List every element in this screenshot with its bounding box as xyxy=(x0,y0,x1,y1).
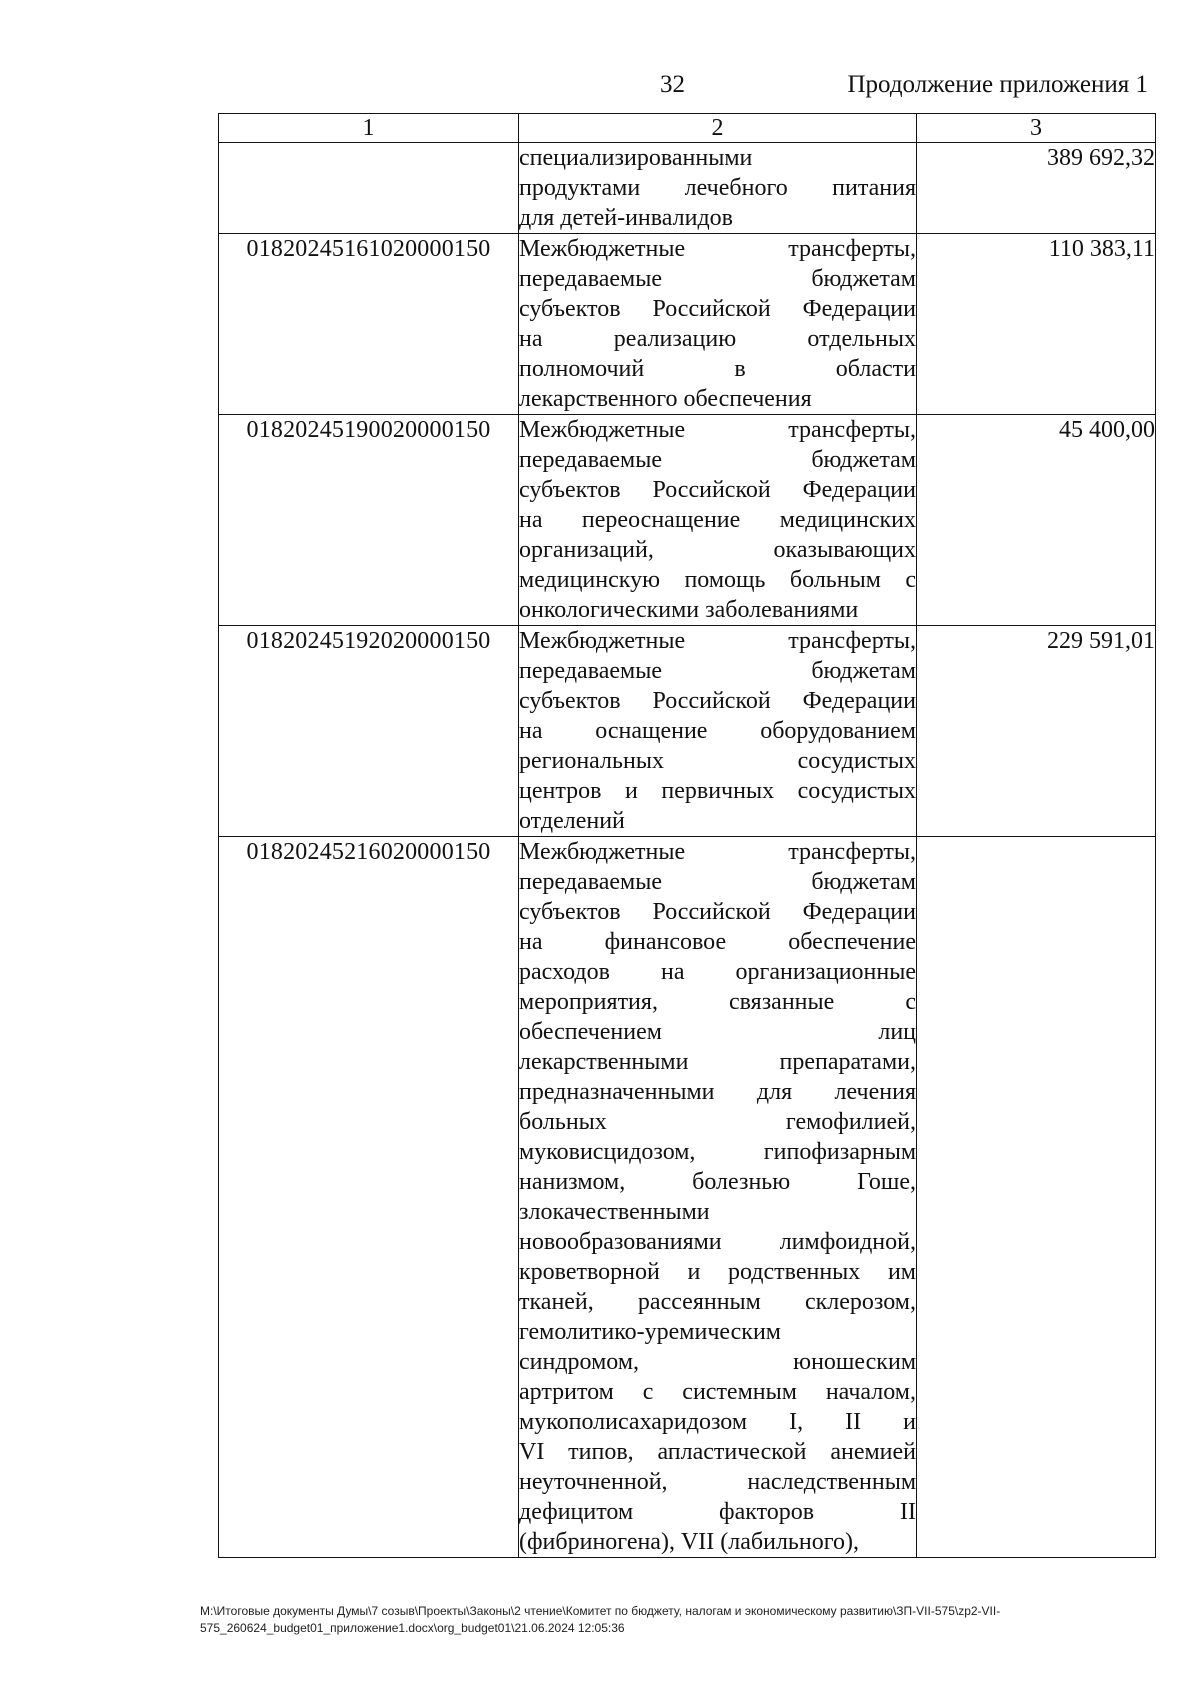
description-line: неуточненной, наследственным xyxy=(519,1469,916,1495)
row-code: 01820245190020000150 xyxy=(219,415,519,626)
row-description xyxy=(519,234,917,415)
description-line: отделений xyxy=(519,808,625,834)
row-description xyxy=(519,626,917,837)
table-row xyxy=(219,143,1156,234)
description-line: Межбюджетные трансферты, xyxy=(519,628,916,654)
description-line: муковисцидозом, гипофизарным xyxy=(519,1139,916,1165)
description-line: специализированными xyxy=(519,145,753,171)
row-amount: 110 383,11 xyxy=(917,234,1156,415)
row-code xyxy=(219,143,519,234)
description-line: VI типов, апластической анемией xyxy=(519,1439,916,1465)
column-header-3: 3 xyxy=(917,114,1156,143)
description-line: центров и первичных сосудистых xyxy=(519,778,916,804)
budget-table xyxy=(218,113,1156,1558)
description-line: субъектов Российской Федерации xyxy=(519,477,916,503)
row-description xyxy=(519,143,917,234)
description-line: онкологическими заболеваниями xyxy=(519,597,859,623)
table-body xyxy=(219,143,1156,1558)
row-code: 01820245161020000150 xyxy=(219,234,519,415)
description-line: лекарственного обеспечения xyxy=(519,386,812,412)
description-line: мукополисахаридозом I, II и xyxy=(519,1409,916,1435)
description-line: полномочий в области xyxy=(519,356,916,382)
description-line: на переоснащение медицинских xyxy=(519,507,916,533)
column-header-1: 1 xyxy=(219,114,519,143)
description-line: организаций, оказывающих xyxy=(519,537,916,563)
row-description xyxy=(519,415,917,626)
description-line: продуктами лечебного питания xyxy=(519,175,916,201)
description-line: синдромом, юношеским xyxy=(519,1349,916,1375)
page-number: 32 xyxy=(660,71,685,98)
description-line: на реализацию отдельных xyxy=(519,326,916,352)
description-line: новообразованиями лимфоидной, xyxy=(519,1229,916,1255)
description-line: субъектов Российской Федерации xyxy=(519,899,916,925)
table-row xyxy=(219,626,1156,837)
description-line: Межбюджетные трансферты, xyxy=(519,839,916,865)
description-line: (фибриногена), VII (лабильного), xyxy=(519,1529,859,1555)
description-line: на оснащение оборудованием xyxy=(519,718,916,744)
table-header-row xyxy=(219,114,1156,143)
description-line: медицинскую помощь больным с xyxy=(519,567,916,593)
table-row xyxy=(219,415,1156,626)
description-line: больных гемофилией, xyxy=(519,1109,916,1135)
description-line: расходов на организационные xyxy=(519,959,916,985)
description-line: региональных сосудистых xyxy=(519,748,916,774)
continuation-label: Продолжение приложения 1 xyxy=(847,71,1148,98)
row-amount: 45 400,00 xyxy=(917,415,1156,626)
description-line: обеспечением лиц xyxy=(519,1019,916,1045)
footer-file-path: М:\Итоговые документы Думы\7 созыв\Проекты\Законы\2 чтение\Комитет по бюджету, налогам и экономическому развитию\ЗП-VII-575\zp2-VII-575_260624_budget01_приложение1.docx\org_budget01\21.06.2024 12:05:36 xyxy=(200,1604,1001,1635)
description-line: передаваемые бюджетам xyxy=(519,869,916,895)
description-line: Межбюджетные трансферты, xyxy=(519,417,916,443)
row-amount xyxy=(917,837,1156,1558)
description-line: лекарственными препаратами, xyxy=(519,1049,916,1075)
description-line: тканей, рассеянным склерозом, xyxy=(519,1289,916,1315)
row-code: 01820245216020000150 xyxy=(219,837,519,1558)
row-code: 01820245192020000150 xyxy=(219,626,519,837)
description-line: передаваемые бюджетам xyxy=(519,447,916,473)
description-line: Межбюджетные трансферты, xyxy=(519,236,916,262)
description-line: мероприятия, связанные с xyxy=(519,989,916,1015)
description-line: для детей-инвалидов xyxy=(519,205,733,231)
description-line: гемолитико-уремическим xyxy=(519,1319,781,1345)
description-line: передаваемые бюджетам xyxy=(519,658,916,684)
description-line: субъектов Российской Федерации xyxy=(519,296,916,322)
table-row xyxy=(219,234,1156,415)
column-header-2: 2 xyxy=(519,114,917,143)
description-line: злокачественными xyxy=(519,1199,710,1225)
description-line: субъектов Российской Федерации xyxy=(519,688,916,714)
description-line: артритом с системным началом, xyxy=(519,1379,916,1405)
description-line: дефицитом факторов II xyxy=(519,1499,916,1525)
row-description xyxy=(519,837,917,1558)
description-line: предназначенными для лечения xyxy=(519,1079,916,1105)
description-line: нанизмом, болезнью Гоше, xyxy=(519,1169,916,1195)
description-line: кроветворной и родственных им xyxy=(519,1259,916,1285)
description-line: на финансовое обеспечение xyxy=(519,929,916,955)
table-row xyxy=(219,837,1156,1558)
row-amount: 229 591,01 xyxy=(917,626,1156,837)
row-amount: 389 692,32 xyxy=(917,143,1156,234)
description-line: передаваемые бюджетам xyxy=(519,266,916,292)
